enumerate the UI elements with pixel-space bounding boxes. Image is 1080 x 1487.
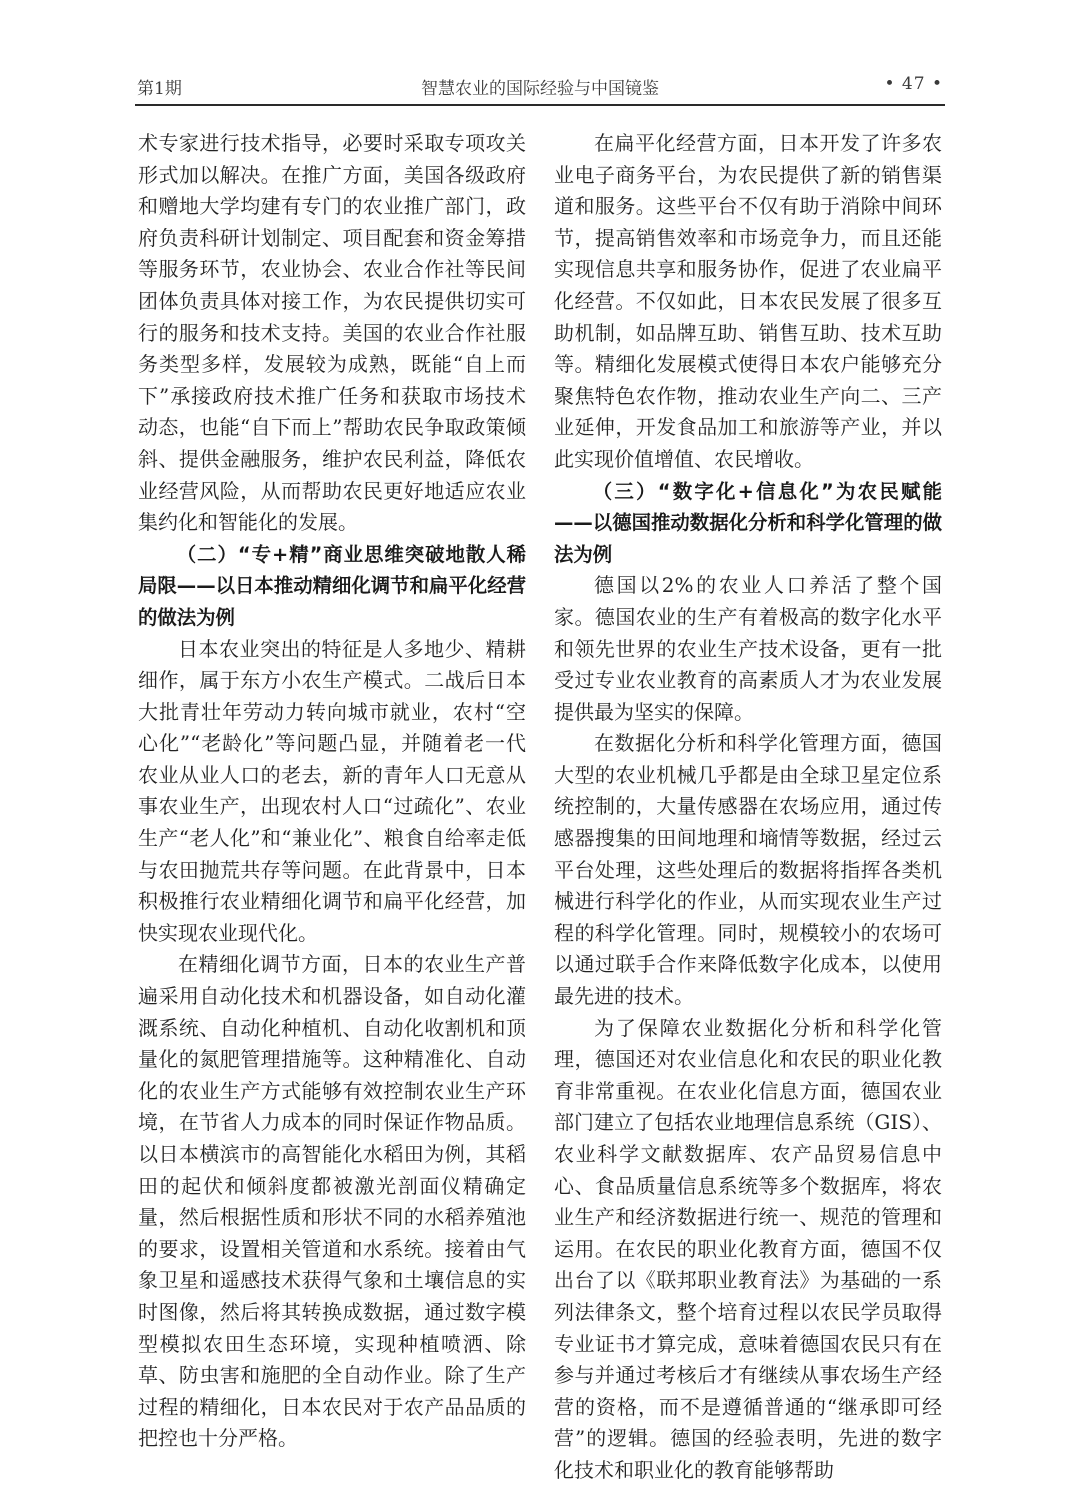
right-column	[554, 128, 942, 1487]
paragraph: 术专家进行技术指导，必要时采取专项攻关形式加以解决。在推广方面，美国各级政府和赠地大学均建有专门的农业推广部门，政府负责科研计划制定、项目配套和资金筹措等服务环节，农业协会、农业合作社等民间团体负责具体对接工作，为农民提供切实可行的服务和技术支持。美国的农业合作社服务类型多样，发展较为成熟，既能“自上而下”承接政府技术推广任务和获取市场技术动态，也能“自下而上”帮助农民争取政策倾斜、提供金融服务，维护农民利益，降低农业经营风险，从而帮助农民更好地适应农业集约化和智能化的发展。	[138, 131, 526, 535]
section-heading: （二）“专+精”商业思维突破地散人稀局限——以日本推动精细化调节和扁平化经营的做法为例	[138, 542, 526, 629]
paragraph: 在精细化调节方面，日本的农业生产普遍采用自动化技术和机器设备，如自动化灌溉系统、自动化种植机、自动化收割机和顶量化的氮肥管理措施等。这种精准化、自动化的农业生产方式能够有效控制农业生产环境，在节省人力成本的同时保证作物品质。以日本横滨市的高智能化水稻田为例，其稻田的起伏和倾斜度都被激光剖面仪精确定量，然后根据性质和形状不同的水稻养殖池的要求，设置相关管道和水系统。接着由气象卫星和遥感技术获得气象和土壤信息的实时图像，然后将其转换成数据，通过数字模型模拟农田生态环境，实现种植喷洒、除草、防虫害和施肥的全自动作业。除了生产过程的精细化，日本农民对于农产品品质的把控也十分严格。	[138, 952, 526, 1451]
paragraph: 为了保障农业数据化分析和科学化管理，德国还对农业信息化和农民的职业化教育非常重视。在农业化信息方面，德国农业部门建立了包括农业地理信息系统（GIS）、农业科学文献数据库、农产品贸易信息中心、食品质量信息系统等多个数据库，将农业生产和经济数据进行统一、规范的管理和运用。在农民的职业化教育方面，德国不仅出台了以《联邦职业教育法》为基础的一系列法律条文，整个培育过程以农民学员取得专业证书才算完成，意味着德国农民只有在参与并通过考核后才有继续从事农场生产经营的资格，而不是遵循普通的“继承即可经营”的逻辑。德国的经验表明，先进的数字化技术和职业化的教育能够帮助	[554, 1015, 942, 1482]
paragraph: 在扁平化经营方面，日本开发了许多农业电子商务平台，为农民提供了新的销售渠道和服务。这些平台不仅有助于消除中间环节，提高销售效率和市场竞争力，而且还能实现信息共享和服务协作，促进了农业扁平化经营。不仅如此，日本农民发展了很多互助机制，如品牌互助、销售互助、技术互助等。精细化发展模式使得日本农户能够充分聚焦特色农作物，推动农业生产向二、三产业延伸，开发食品加工和旅游等产业，并以此实现价值增值、农民增收。	[554, 131, 942, 471]
issue-label: 第1期	[137, 79, 182, 99]
running-header	[135, 68, 945, 106]
paragraph: 德国以2%的农业人口养活了整个国家。德国农业的生产有着极高的数字化水平和领先世界的农业生产技术设备，更有一批受过专业农业教育的高素质人才为农业发展提供最为坚实的保障。	[554, 573, 942, 724]
paragraph: 在数据化分析和科学化管理方面，德国大型的农业机械几乎都是由全球卫星定位系统控制的，大量传感器在农场应用，通过传感器搜集的田间地理和墒情等数据，经过云平台处理，这些处理后的数据将指挥各类机械进行科学化的作业，从而实现农业生产过程的科学化管理。同时，规模较小的农场可以通过联手合作来降低数字化成本，以使用最先进的技术。	[554, 731, 942, 1009]
paragraph: 日本农业突出的特征是人多地少、精耕细作，属于东方小农生产模式。二战后日本大批青壮年劳动力转向城市就业，农村“空心化”“老龄化”等问题凸显，并随着老一代农业从业人口的老去，新的青年人口无意从事农业生产，出现农村人口“过疏化”、农业生产“老人化”和“兼业化”、粮食自给率走低与农田抛荒共存等问题。在此背景中，日本积极推行农业精细化调节和扁平化经营，加快实现农业现代化。	[138, 636, 526, 945]
section-heading: （三）“数字化+信息化”为农民赋能——以德国推动数据化分析和科学化管理的做法为例	[554, 479, 942, 566]
running-title: 智慧农业的国际经验与中国镜鉴	[421, 79, 659, 99]
page-number: • 47 •	[884, 74, 943, 94]
left-column	[138, 128, 526, 1455]
